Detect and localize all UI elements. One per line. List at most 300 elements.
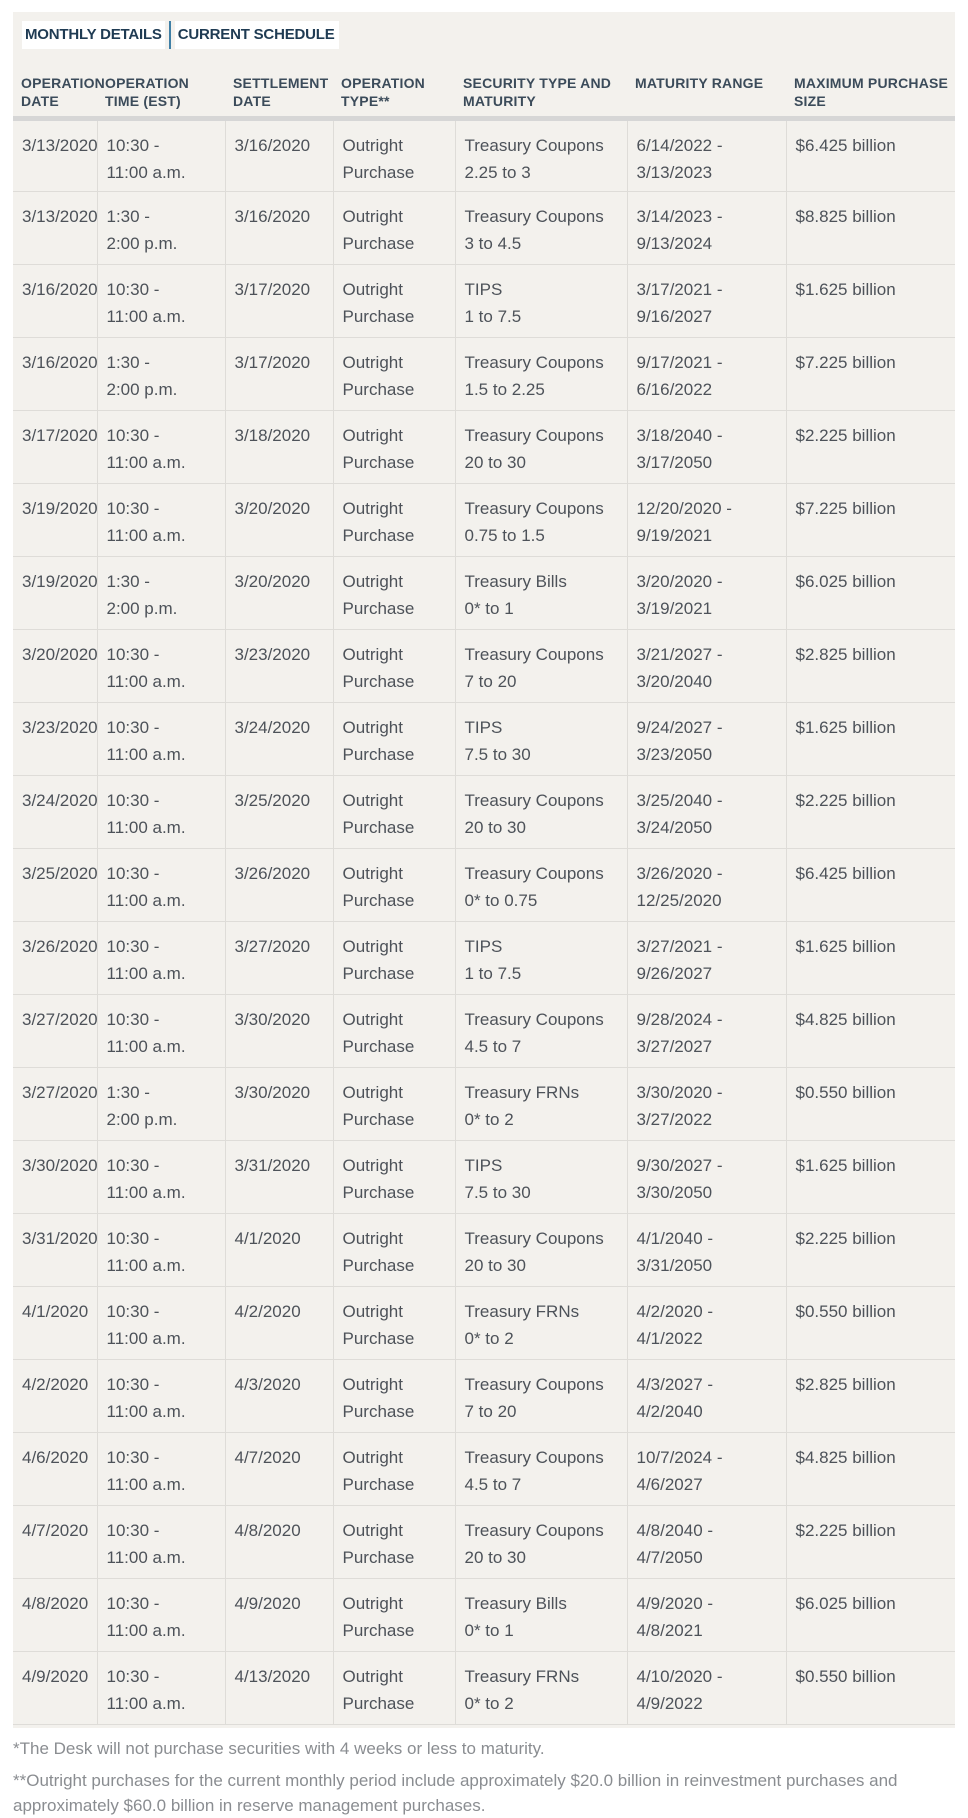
cell-maturity-range-line: 9/13/2024 [636,234,713,253]
cell-max-purchase-line: $2.825 billion [795,645,896,664]
cell-maturity-range-line: 4/6/2027 [636,1475,703,1494]
cell-max-purchase-line: $2.225 billion [795,791,896,810]
cell-security-type-line: Treasury Coupons [464,645,604,664]
cell-maturity-range-line: 9/28/2024 - [636,1010,723,1029]
cell-max-purchase-line: $6.025 billion [795,1594,896,1613]
cell-operation-type [333,411,455,484]
cell-settlement-date-line: 3/20/2020 [234,499,311,518]
cell-maturity-range-line: 4/8/2021 [636,1621,703,1640]
cell-operation-type-line: Outright [342,353,403,372]
cell-security-type-line: Treasury Coupons [464,136,604,155]
table-row [13,1360,955,1433]
table-row [13,776,955,849]
table-row [13,630,955,703]
cell-operation-time-line: 11:00 a.m. [106,745,186,764]
table-row [13,557,955,630]
cell-maturity-range-line: 4/7/2050 [636,1548,703,1567]
cell-maturity-range [627,849,786,922]
cell-operation-type [333,1506,455,1579]
table-row [13,119,955,192]
cell-operation-date-line: 4/9/2020 [22,1667,89,1686]
cell-operation-type [333,703,455,776]
cell-settlement-date [225,557,333,630]
cell-max-purchase [786,1287,955,1360]
cell-operation-type-line: Outright [342,1594,403,1613]
cell-operation-date-line: 3/30/2020 [22,1156,98,1175]
cell-security-type [455,1214,627,1287]
cell-maturity-range-line: 9/26/2027 [636,964,713,983]
table-row [13,1652,955,1725]
cell-operation-time-line: 10:30 - [106,1667,160,1686]
cell-operation-date [13,703,97,776]
cell-max-purchase-line: $1.625 billion [795,718,896,737]
cell-operation-type-line: Purchase [342,672,415,691]
cell-security-type-line: 0.75 to 1.5 [464,526,545,545]
cell-settlement-date [225,1433,333,1506]
cell-operation-type-line: Purchase [342,1621,415,1640]
cell-security-type-line: 0* to 1 [464,599,514,618]
cell-maturity-range [627,922,786,995]
cell-operation-date [13,1579,97,1652]
cell-operation-time-line: 2:00 p.m. [106,1110,178,1129]
cell-security-type-line: 4.5 to 7 [464,1475,522,1494]
cell-operation-type-line: Purchase [342,1402,415,1421]
cell-operation-time [97,192,225,265]
cell-operation-date [13,1652,97,1725]
cell-maturity-range [627,557,786,630]
cell-security-type-line: Treasury Coupons [464,499,604,518]
cell-maturity-range [627,1433,786,1506]
cell-operation-time-line: 10:30 - [106,280,160,299]
cell-security-type-line: 0* to 0.75 [464,891,538,910]
cell-operation-time-line: 1:30 - [106,1083,150,1102]
footnote-maturity: *The Desk will not purchase securities with 4 weeks or less to maturity. [13,1739,545,1758]
cell-max-purchase-line: $6.425 billion [795,136,896,155]
cell-operation-time-line: 10:30 - [106,1375,160,1394]
cell-security-type-line: 20 to 30 [464,818,526,837]
cell-maturity-range [627,1068,786,1141]
cell-security-type [455,265,627,338]
cell-maturity-range-line: 3/30/2050 [636,1183,713,1202]
cell-maturity-range-line: 6/14/2022 - [636,136,723,155]
cell-operation-time-line: 10:30 - [106,1010,160,1029]
cell-maturity-range-line: 12/25/2020 [636,891,722,910]
cell-operation-time-line: 11:00 a.m. [106,891,186,910]
cell-operation-type [333,1579,455,1652]
cell-maturity-range-line: 4/2/2020 - [636,1302,714,1321]
cell-max-purchase [786,630,955,703]
cell-maturity-range-line: 10/7/2024 - [636,1448,723,1467]
cell-operation-date-line: 4/2/2020 [22,1375,89,1394]
cell-maturity-range-line: 9/19/2021 [636,526,713,545]
cell-operation-time-line: 11:00 a.m. [106,672,186,691]
cell-operation-time-line: 2:00 p.m. [106,599,178,618]
cell-operation-time-line: 10:30 - [106,937,160,956]
header-operation-time: OPERATION TIME (EST) [97,58,225,119]
cell-operation-time [97,630,225,703]
cell-operation-time-line: 11:00 a.m. [106,964,186,983]
cell-operation-date [13,1068,97,1141]
cell-operation-type-line: Purchase [342,1037,415,1056]
cell-operation-type [333,630,455,703]
cell-security-type [455,1068,627,1141]
cell-operation-time [97,1068,225,1141]
header-security-type: SECURITY TYPE AND MATURITY [455,58,627,119]
cell-operation-date-line: 3/20/2020 [22,645,98,664]
cell-maturity-range-line: 12/20/2020 - [636,499,732,518]
cell-settlement-date [225,1360,333,1433]
cell-maturity-range [627,338,786,411]
cell-operation-date-line: 3/17/2020 [22,426,98,445]
cell-operation-type-line: Outright [342,864,403,883]
cell-settlement-date-line: 3/16/2020 [234,207,311,226]
cell-operation-time-line: 11:00 a.m. [106,453,186,472]
cell-max-purchase [786,922,955,995]
cell-operation-date-line: 3/27/2020 [22,1083,98,1102]
cell-operation-time [97,119,225,192]
cell-operation-time [97,557,225,630]
cell-max-purchase-line: $1.625 billion [795,937,896,956]
cell-security-type-line: 20 to 30 [464,1256,526,1275]
cell-operation-type [333,1433,455,1506]
cell-max-purchase-line: $1.625 billion [795,1156,896,1175]
cell-security-type-line: Treasury Coupons [464,353,604,372]
table-row [13,1141,955,1214]
cell-operation-type-line: Outright [342,1010,403,1029]
cell-operation-type-line: Outright [342,1229,403,1248]
cell-max-purchase-line: $2.225 billion [795,1229,896,1248]
cell-operation-type-line: Purchase [342,599,415,618]
table-row [13,1579,955,1652]
cell-operation-time-line: 10:30 - [106,1229,160,1248]
cell-max-purchase-line: $0.550 billion [795,1083,896,1102]
cell-operation-time-line: 10:30 - [106,791,160,810]
cell-operation-date [13,922,97,995]
cell-maturity-range [627,1579,786,1652]
cell-security-type-line: TIPS [464,937,503,956]
cell-operation-type [333,849,455,922]
cell-operation-type-line: Outright [342,645,403,664]
cell-max-purchase [786,1433,955,1506]
cell-security-type-line: 4.5 to 7 [464,1037,522,1056]
table-row [13,1068,955,1141]
cell-settlement-date-line: 3/30/2020 [234,1010,311,1029]
cell-operation-date-line: 3/13/2020 [22,136,98,155]
cell-operation-time-line: 11:00 a.m. [106,1329,186,1348]
cell-maturity-range-line: 9/24/2027 - [636,718,723,737]
cell-max-purchase [786,776,955,849]
table-row [13,265,955,338]
cell-operation-date-line: 3/25/2020 [22,864,98,883]
cell-operation-time [97,484,225,557]
cell-max-purchase [786,192,955,265]
table-row [13,995,955,1068]
tab-current-schedule[interactable]: CURRENT SCHEDULE [175,21,339,49]
cell-operation-type-line: Purchase [342,745,415,764]
cell-operation-date [13,1214,97,1287]
cell-maturity-range-line: 3/25/2040 - [636,791,723,810]
cell-maturity-range-line: 3/21/2027 - [636,645,723,664]
cell-maturity-range-line: 3/20/2040 [636,672,713,691]
cell-security-type [455,849,627,922]
cell-settlement-date-line: 3/23/2020 [234,645,311,664]
cell-security-type-line: Treasury Bills [464,572,567,591]
cell-maturity-range [627,776,786,849]
cell-max-purchase [786,119,955,192]
cell-max-purchase [786,1652,955,1725]
cell-maturity-range-line: 4/9/2020 - [636,1594,714,1613]
cell-maturity-range [627,630,786,703]
cell-max-purchase [786,1506,955,1579]
cell-maturity-range-line: 9/16/2027 [636,307,713,326]
cell-maturity-range-line: 3/20/2020 - [636,572,723,591]
cell-settlement-date-line: 3/30/2020 [234,1083,311,1102]
cell-maturity-range [627,1506,786,1579]
cell-operation-time [97,1652,225,1725]
cell-operation-time-line: 10:30 - [106,1521,160,1540]
cell-operation-type-line: Outright [342,1521,403,1540]
cell-security-type-line: TIPS [464,280,503,299]
cell-security-type-line: 0* to 2 [464,1329,514,1348]
cell-operation-time-line: 11:00 a.m. [106,1475,186,1494]
cell-maturity-range-line: 4/8/2040 - [636,1521,714,1540]
cell-settlement-date-line: 4/8/2020 [234,1521,301,1540]
tab-divider [169,21,171,49]
cell-settlement-date-line: 4/2/2020 [234,1302,301,1321]
cell-operation-time [97,1287,225,1360]
cell-security-type-line: Treasury Coupons [464,1229,604,1248]
cell-settlement-date-line: 3/26/2020 [234,864,311,883]
cell-max-purchase [786,703,955,776]
cell-security-type [455,1579,627,1652]
cell-settlement-date-line: 3/27/2020 [234,937,311,956]
cell-operation-type-line: Purchase [342,1329,415,1348]
cell-operation-type [333,995,455,1068]
cell-operation-type-line: Outright [342,136,403,155]
table-row [13,192,955,265]
cell-operation-type [333,192,455,265]
cell-operation-type-line: Purchase [342,891,415,910]
cell-maturity-range-line: 9/17/2021 - [636,353,723,372]
table-body [13,119,955,1725]
cell-maturity-range [627,192,786,265]
cell-security-type-line: TIPS [464,1156,503,1175]
cell-operation-date [13,1360,97,1433]
tab-monthly-details[interactable]: MONTHLY DETAILS [22,21,165,49]
cell-operation-date [13,265,97,338]
cell-max-purchase [786,1141,955,1214]
cell-operation-type-line: Purchase [342,1694,415,1713]
cell-maturity-range-line: 3/27/2022 [636,1110,713,1129]
cell-security-type-line: 20 to 30 [464,453,526,472]
cell-security-type [455,1141,627,1214]
cell-maturity-range-line: 3/13/2023 [636,163,713,182]
cell-operation-type-line: Purchase [342,1475,415,1494]
operations-table [13,58,955,1725]
cell-security-type-line: Treasury Bills [464,1594,567,1613]
cell-maturity-range [627,1287,786,1360]
cell-operation-type-line: Outright [342,1375,403,1394]
cell-operation-date [13,192,97,265]
cell-operation-time-line: 10:30 - [106,1594,160,1613]
cell-operation-date-line: 3/19/2020 [22,572,98,591]
table-row [13,1287,955,1360]
cell-operation-time-line: 10:30 - [106,1156,160,1175]
cell-security-type-line: Treasury FRNs [464,1302,580,1321]
cell-operation-time-line: 11:00 a.m. [106,307,186,326]
table-row [13,849,955,922]
cell-operation-time [97,1141,225,1214]
cell-maturity-range-line: 4/10/2020 - [636,1667,723,1686]
cell-operation-date [13,776,97,849]
cell-security-type-line: 7.5 to 30 [464,1183,531,1202]
cell-operation-time [97,922,225,995]
cell-security-type [455,1652,627,1725]
cell-operation-time [97,265,225,338]
cell-settlement-date [225,484,333,557]
cell-operation-type-line: Purchase [342,234,415,253]
cell-security-type-line: Treasury FRNs [464,1667,580,1686]
cell-security-type [455,411,627,484]
cell-operation-type-line: Outright [342,1448,403,1467]
table-row [13,922,955,995]
cell-maturity-range [627,1214,786,1287]
cell-operation-type-line: Purchase [342,1183,415,1202]
cell-max-purchase-line: $0.550 billion [795,1302,896,1321]
cell-operation-time [97,1433,225,1506]
cell-operation-time-line: 10:30 - [106,426,160,445]
cell-settlement-date-line: 3/31/2020 [234,1156,311,1175]
cell-settlement-date [225,1214,333,1287]
cell-max-purchase [786,265,955,338]
cell-operation-time [97,338,225,411]
cell-maturity-range-line: 3/27/2027 [636,1037,713,1056]
cell-security-type [455,1360,627,1433]
cell-max-purchase-line: $1.625 billion [795,280,896,299]
cell-security-type-line: Treasury Coupons [464,1448,604,1467]
cell-maturity-range [627,411,786,484]
cell-operation-type-line: Outright [342,937,403,956]
cell-maturity-range-line: 9/30/2027 - [636,1156,723,1175]
table-row [13,338,955,411]
cell-settlement-date [225,1068,333,1141]
cell-maturity-range-line: 4/1/2022 [636,1329,703,1348]
cell-settlement-date [225,1506,333,1579]
cell-maturity-range-line: 3/19/2021 [636,599,713,618]
cell-operation-time [97,703,225,776]
cell-operation-type [333,1360,455,1433]
header-operation-type: OPERATION TYPE** [333,58,455,119]
cell-max-purchase-line: $2.225 billion [795,1521,896,1540]
cell-security-type [455,484,627,557]
cell-operation-type [333,1214,455,1287]
cell-settlement-date [225,1652,333,1725]
cell-settlement-date [225,922,333,995]
cell-security-type-line: TIPS [464,718,503,737]
cell-settlement-date-line: 3/16/2020 [234,136,311,155]
cell-operation-type [333,776,455,849]
cell-operation-time-line: 10:30 - [106,718,160,737]
cell-operation-type-line: Purchase [342,526,415,545]
cell-settlement-date-line: 4/9/2020 [234,1594,301,1613]
cell-operation-time [97,995,225,1068]
cell-security-type [455,119,627,192]
cell-max-purchase [786,1068,955,1141]
cell-max-purchase [786,1579,955,1652]
cell-security-type-line: 7 to 20 [464,672,517,691]
cell-operation-date [13,557,97,630]
cell-maturity-range-line: 4/2/2040 [636,1402,703,1421]
tab-bar [22,20,339,50]
cell-operation-time-line: 2:00 p.m. [106,380,178,399]
cell-security-type [455,557,627,630]
cell-maturity-range [627,265,786,338]
cell-security-type [455,192,627,265]
cell-maturity-range [627,1652,786,1725]
cell-operation-date-line: 3/26/2020 [22,937,98,956]
cell-settlement-date [225,1579,333,1652]
cell-max-purchase-line: $6.025 billion [795,572,896,591]
cell-max-purchase-line: $6.425 billion [795,864,896,883]
cell-maturity-range-line: 4/3/2027 - [636,1375,714,1394]
cell-operation-date [13,119,97,192]
cell-operation-date [13,995,97,1068]
cell-settlement-date [225,338,333,411]
cell-operation-date-line: 3/16/2020 [22,280,98,299]
cell-operation-type [333,922,455,995]
cell-operation-type-line: Purchase [342,1256,415,1275]
cell-max-purchase [786,557,955,630]
cell-settlement-date-line: 4/3/2020 [234,1375,301,1394]
cell-max-purchase-line: $0.550 billion [795,1667,896,1686]
cell-operation-type [333,1068,455,1141]
cell-operation-type-line: Purchase [342,380,415,399]
cell-operation-type-line: Purchase [342,1110,415,1129]
cell-security-type-line: Treasury Coupons [464,1521,604,1540]
cell-settlement-date-line: 3/25/2020 [234,791,311,810]
cell-max-purchase [786,484,955,557]
cell-operation-time [97,1506,225,1579]
cell-security-type [455,995,627,1068]
cell-operation-time-line: 10:30 - [106,1448,160,1467]
table-row [13,703,955,776]
cell-maturity-range-line: 3/31/2050 [636,1256,713,1275]
cell-maturity-range-line: 3/24/2050 [636,818,713,837]
cell-operation-time [97,411,225,484]
cell-operation-type-line: Outright [342,1667,403,1686]
cell-security-type-line: 0* to 2 [464,1694,514,1713]
cell-operation-date-line: 4/8/2020 [22,1594,89,1613]
cell-operation-time [97,849,225,922]
cell-settlement-date [225,703,333,776]
cell-operation-type-line: Outright [342,791,403,810]
cell-operation-type-line: Outright [342,718,403,737]
cell-operation-date [13,1141,97,1214]
cell-operation-time-line: 11:00 a.m. [106,1183,186,1202]
cell-operation-time-line: 2:00 p.m. [106,234,178,253]
cell-operation-type [333,119,455,192]
cell-security-type-line: 0* to 2 [464,1110,514,1129]
cell-max-purchase [786,1214,955,1287]
cell-operation-date [13,1287,97,1360]
cell-max-purchase-line: $4.825 billion [795,1448,896,1467]
cell-security-type-line: 2.25 to 3 [464,163,531,182]
cell-settlement-date [225,1287,333,1360]
cell-operation-type [333,557,455,630]
cell-operation-type [333,338,455,411]
cell-maturity-range-line: 3/17/2050 [636,453,713,472]
cell-security-type [455,1506,627,1579]
